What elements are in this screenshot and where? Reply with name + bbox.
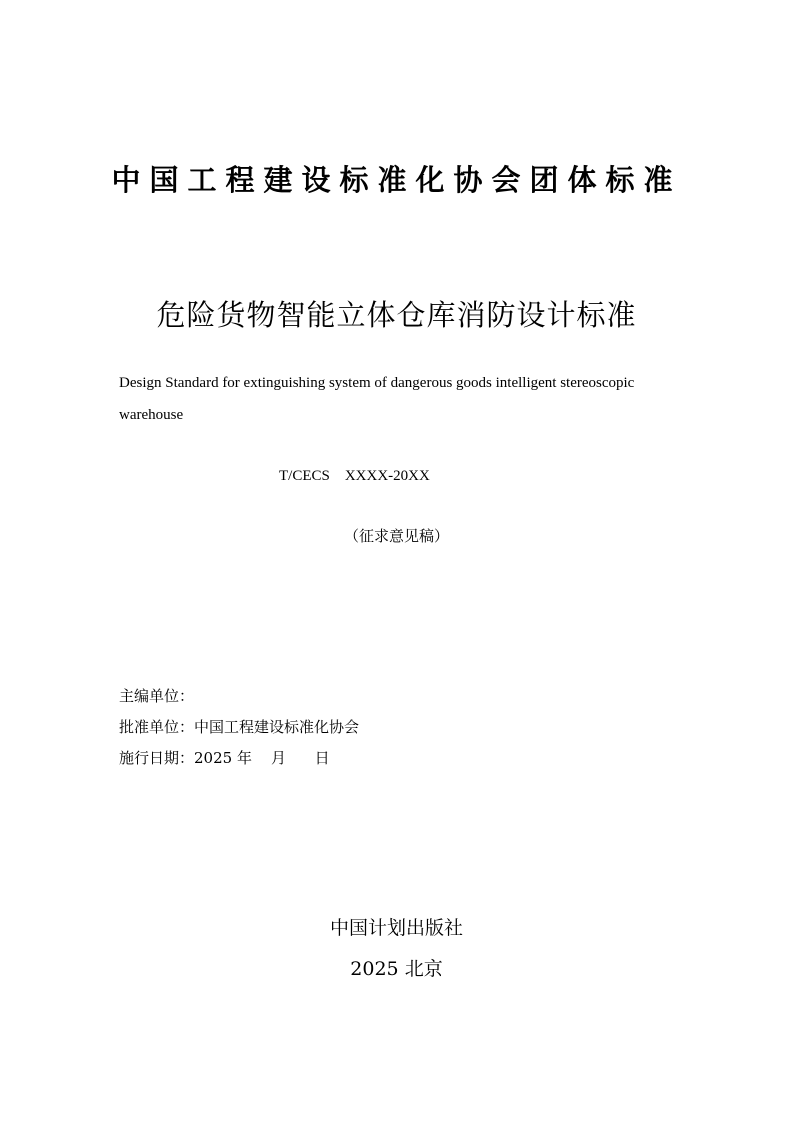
english-title: Design Standard for extinguishing system of dangerous goods intelligent stereoscopic warehouse [119, 375, 635, 423]
info-block [119, 681, 359, 774]
draft-note: （征求意见稿） [343, 527, 449, 545]
series-title: 中国工程建设标准化协会团体标准 [111, 163, 682, 197]
chief-editor-label: 主编单位： [119, 687, 195, 705]
main-title: 危险货物智能立体仓库消防设计标准 [156, 298, 637, 332]
publish-year-place: 2025 北京 [350, 958, 443, 980]
effective-date-value: 2025 年 月 日 [194, 749, 330, 767]
chief-editor-row [119, 681, 359, 712]
approver-value: 中国工程建设标准化协会 [194, 718, 360, 736]
effective-date-label: 施行日期： [119, 749, 195, 767]
approver-row [119, 712, 359, 743]
publisher: 中国计划出版社 [329, 917, 463, 939]
approver-label: 批准单位： [119, 718, 195, 736]
standard-code: T/CECS XXXX-20XX [279, 468, 430, 484]
effective-date-row [119, 743, 359, 774]
